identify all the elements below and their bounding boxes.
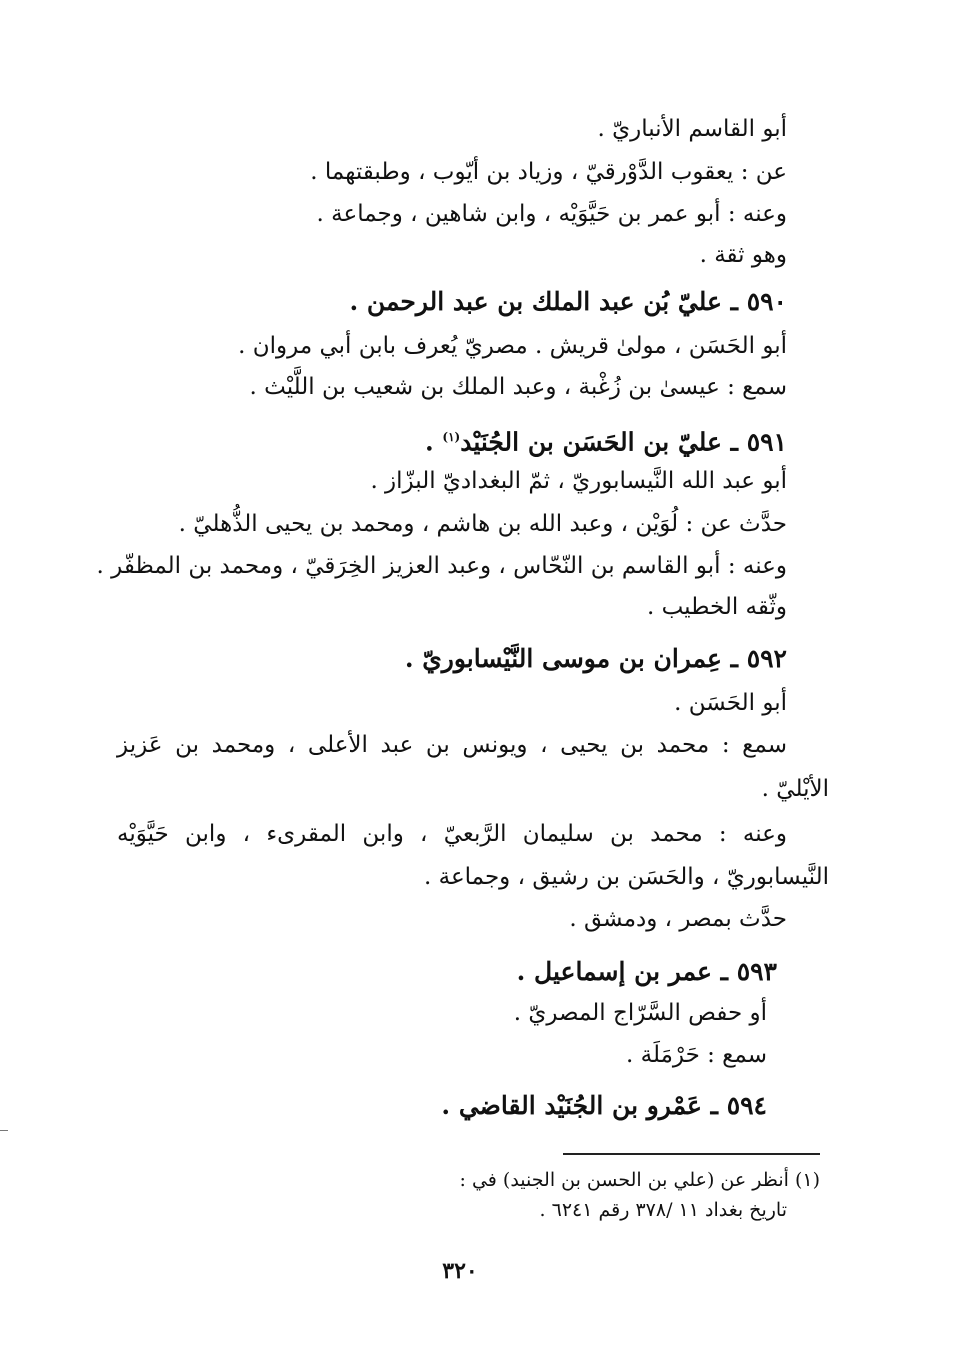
entry-heading-594: ٥٩٤ ـ عَمْرو بن الجُنَيْد القاضي . — [441, 1091, 767, 1120]
entry-heading-593: ٥٩٣ ـ عمر بن إسماعيل . — [516, 957, 777, 986]
text-line: أو حفص السَّرّاج المصريّ . — [513, 1000, 767, 1026]
text-line: وعنه : محمد بن سليمان الرَّبعيّ ، وابن المقرىء ، وابن حَيَّوَيْه — [117, 821, 787, 847]
text-line: سمع : محمد بن يحيى ، ويونس بن عبد الأعلى ، ومحمد بن عَزيز — [117, 732, 787, 758]
footnote-separator — [563, 1153, 820, 1155]
text-line: النَّيسابوريّ ، والحَسَن بن رشيق ، وجماعة . — [423, 864, 829, 890]
text-line: حدَّث عن : لُوَيْن ، وعبد الله بن هاشم ، ومحمد بن يحيى الذُّهليّ . — [178, 511, 787, 537]
entry-heading-591-end: . — [424, 427, 443, 457]
entry-heading-591 — [425, 420, 787, 459]
entry-heading-591-text: ٥٩١ ـ عليّ بن الحَسَن بن الجُنَيْد — [460, 427, 787, 457]
text-line: أبو القاسم الأنباريّ . — [597, 116, 787, 142]
text-line: سمع : حَرْمَلَة . — [626, 1042, 767, 1068]
page-number: ٣٢٠ — [442, 1258, 478, 1284]
text-line: أبو الحَسَن ، مولىٰ قريش . مصريّ يُعرف بابن أبي مروان . — [238, 333, 787, 359]
footnote-line: تاريخ بغداد ١١ /٣٧٨ رقم ٦٢٤١ . — [539, 1199, 787, 1221]
entry-heading-590: ٥٩٠ ـ عليّ بُن عبد الملك بن عبد الرحمن . — [349, 287, 787, 316]
text-line: الأيْليّ . — [761, 776, 829, 802]
entry-heading-592: ٥٩٢ ـ عِمران بن موسى النَّيْسابوريّ . — [404, 644, 787, 673]
text-line: وعنه : أبو القاسم بن النّحّاس ، وعبد العزيز الخِرَقيّ ، ومحمد بن المظفّر . — [96, 553, 787, 579]
text-line: سمع : عيسىٰ بن زُغْبة ، وعبد الملك بن شعيب بن اللَّيْث . — [249, 374, 787, 400]
margin-mark — [0, 1130, 8, 1131]
text-line: أبو الحَسَن . — [674, 690, 787, 716]
footnote-line: (١) أنظر عن (علي بن الحسن بن الجنيد) في : — [459, 1169, 820, 1191]
text-line: حدَّث بمصر ، ودمشق . — [569, 906, 787, 932]
text-line: أبو عبد الله النَّيسابوريّ ، ثمّ البغداديّ البزّاز . — [370, 468, 787, 494]
text-line: وهو ثقة . — [699, 242, 787, 268]
text-line: عن : يعقوب الدَّوْرقيّ ، وزياد بن أيّوب ، وطبقتهما . — [310, 159, 787, 185]
text-line: وثّقه الخطيب . — [646, 594, 787, 620]
footnote-marker[interactable]: (١) — [442, 430, 461, 444]
text-line: وعنه : أبو عمر بن حَيَّوَيْه ، وابن شاهين ، وجماعة . — [316, 201, 787, 227]
